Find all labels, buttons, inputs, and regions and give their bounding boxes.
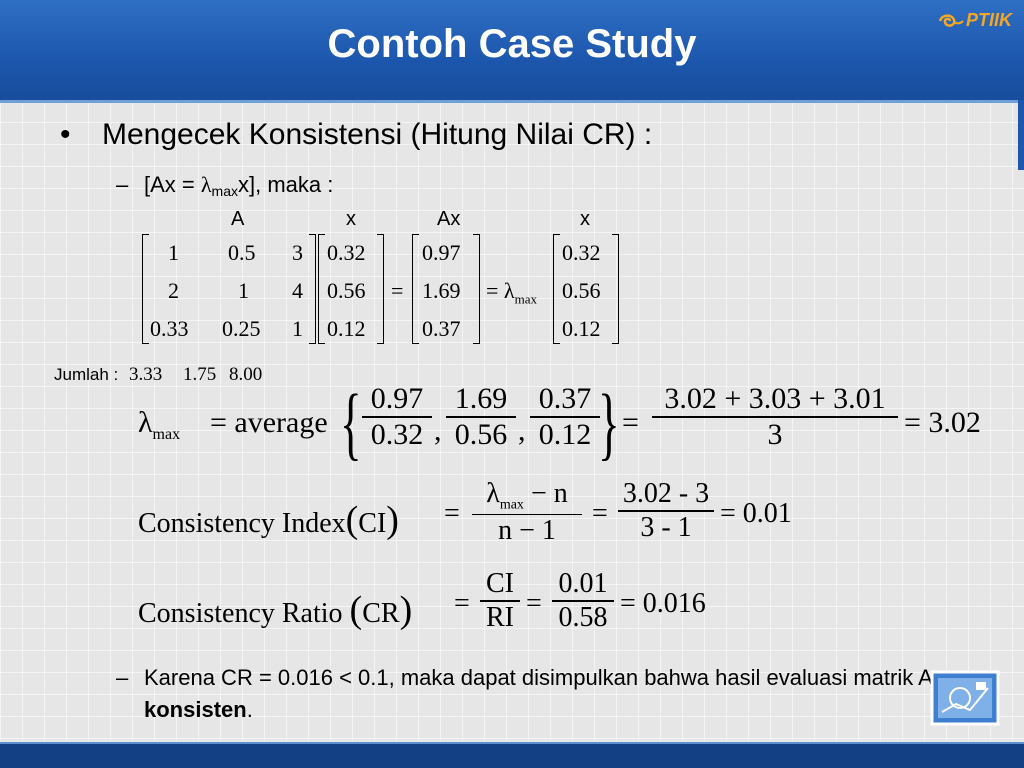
bullet-text: Mengecek Konsistensi (Hitung Nilai CR) : (102, 118, 653, 151)
bracket-right (377, 234, 384, 344)
dash: – (116, 665, 129, 690)
ci-fraction-values: 3.02 - 3 3 - 1 (618, 478, 714, 544)
ci-fraction-formula: $\lambda_{max} - n$ n − 1 (472, 478, 582, 547)
header-bar (0, 0, 1024, 103)
equals-sign: = (622, 406, 639, 439)
equals-sign: = (454, 588, 470, 619)
vector-cell: 0.37 (422, 316, 461, 341)
bracket-right (473, 234, 480, 344)
bracket-right (612, 234, 619, 344)
average-text: = average (210, 406, 328, 439)
col-head-a: A (231, 208, 245, 230)
bracket-right (309, 234, 316, 344)
cr-fraction-values: 0.01 0.58 (552, 568, 614, 634)
right-accent-bar (1018, 100, 1024, 170)
sub-bullet-text: $[Ax = \lambda_{max}x]$, maka : (144, 172, 334, 199)
fraction-2: 1.69 0.56 (446, 382, 516, 452)
matrix-cell: 1 (292, 316, 303, 341)
left-brace: { (340, 377, 362, 468)
bracket-left (553, 234, 560, 344)
vector-cell: 0.12 (562, 316, 601, 341)
matrix-cell: 1 (238, 278, 249, 303)
ci-result: = 0.01 (720, 498, 792, 529)
matrix-cell: 2 (168, 278, 179, 303)
bracket-left (412, 234, 419, 344)
vector-cell: 0.97 (422, 240, 461, 265)
sum-value: 8.00 (228, 364, 263, 385)
ptiik-logo (938, 10, 1012, 31)
bullet-dot: • (60, 118, 71, 151)
fraction-1: 0.97 0.32 (362, 382, 432, 452)
conclusion-text: Karena CR = 0.016 < 0.1, maka dapat disimpulkan bahwa hasil evaluasi matrik A konsisten. (144, 665, 932, 722)
logo-swirl-icon (938, 12, 964, 30)
equals-lambda: = $\lambda_{max}$ (486, 278, 537, 307)
matrix-cell: 0.33 (150, 316, 189, 341)
col-head-x2: x (580, 208, 590, 230)
bracket-left (318, 234, 325, 344)
comma: , (518, 414, 526, 447)
vector-cell: 0.56 (562, 278, 601, 303)
cr-label: Consistency Ratio (CR) (138, 589, 413, 631)
col-head-ax: Ax (437, 208, 461, 230)
jumlah-label: Jumlah : (54, 365, 119, 384)
equals-sign: = (526, 588, 542, 619)
matrix-cell: 3 (292, 240, 303, 265)
vector-cell: 0.32 (327, 240, 366, 265)
fraction-3: 0.37 0.12 (530, 382, 600, 452)
decorative-diagram-icon (930, 668, 1000, 728)
equals-sign: = (391, 278, 404, 303)
matrix-cell: 4 (292, 278, 303, 303)
equals-sign: = (592, 498, 608, 529)
col-head-x: x (346, 208, 356, 230)
cr-result: = 0.016 (620, 588, 706, 619)
dash: – (116, 172, 129, 197)
matrix-cell: 1 (168, 240, 179, 265)
matrix-a (142, 234, 316, 344)
right-brace: } (598, 377, 620, 468)
footer-bar (0, 742, 1024, 768)
ci-label: Consistency Index(CI) (138, 499, 399, 541)
sum-value: 3.33 (128, 364, 163, 385)
vector-cell: 0.32 (562, 240, 601, 265)
column-sums (54, 364, 262, 386)
bracket-left (142, 234, 149, 344)
comma: , (434, 414, 442, 447)
vector-cell: 1.69 (422, 278, 461, 303)
vector-x (318, 234, 384, 344)
cr-fraction-formula: CI RI (480, 568, 520, 634)
sum-value: 1.75 (182, 364, 217, 385)
matrix-cell: 0.5 (228, 240, 256, 265)
matrix-cell: 0.25 (222, 316, 261, 341)
lambda-result: = 3.02 (904, 406, 981, 439)
vector-cell: 0.12 (327, 316, 366, 341)
lambda-lhs: $\lambda_{max}$ (138, 406, 181, 443)
sum-fraction: 3.02 + 3.03 + 3.01 3 (652, 382, 898, 452)
page-title: Contoh Case Study (327, 22, 697, 66)
vector-ax (412, 234, 480, 344)
logo-text: PTIIK (965, 10, 1012, 30)
vector-cell: 0.56 (327, 278, 366, 303)
equals-sign: = (444, 498, 460, 529)
vector-x2 (553, 234, 619, 344)
